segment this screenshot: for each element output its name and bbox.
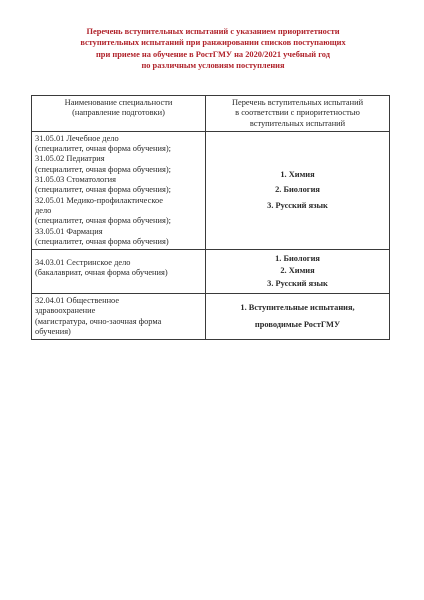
exam-item: 3. Русский язык <box>267 278 328 288</box>
title-line: вступительных испытаний при ранжировании списков поступающих <box>80 38 346 48</box>
title-line: при приеме на обучение в РостГМУ на 2020/2021 учебный год <box>95 49 330 59</box>
exam-item: 3. Русский язык <box>267 200 328 210</box>
specialty-cell: 34.03.01 Сестринское дело (бакалавриат, очная форма обучения) <box>32 250 206 294</box>
exam-item: 1. Химия <box>280 170 315 180</box>
exam-item: проводимые РостГМУ <box>254 319 341 329</box>
title-line: по различным условиям поступления <box>141 61 285 71</box>
table-header-row <box>32 96 390 132</box>
specialty-cell: 31.05.01 Лечебное дело (специалитет, очная форма обучения); 31.05.02 Педиатрия (специалитет, очная форма обучения); 31.05.03 Стоматология (специалитет, очная форма обучения); 32.05.01 Медико-профилактическое дело (специалитет, очная форма обучения); 33.05.01 Фармация (специалитет, очная форма обучения) <box>32 131 206 249</box>
table-row <box>32 294 390 340</box>
exam-item: 2. Биология <box>275 185 320 195</box>
title-line: Перечень вступительных испытаний с указанием приоритетности <box>86 27 340 36</box>
exams-cell <box>206 131 390 249</box>
table-row <box>32 131 390 249</box>
exams-table <box>31 95 390 340</box>
exam-item: 1. Биология <box>275 254 320 264</box>
exam-item: 1. Вступительные испытания, <box>240 303 355 313</box>
header-exams: Перечень вступительных испытаний в соответствии с приоритетностью вступительных испытаний <box>206 96 390 132</box>
specialty-cell: 32.04.01 Общественное здравоохранение (магистратура, очно-заочная форма обучения) <box>32 294 206 340</box>
exams-cell <box>206 294 390 340</box>
table-row <box>32 250 390 294</box>
header-specialty: Наименование специальности (направление подготовки) <box>32 96 206 132</box>
exam-item: 2. Химия <box>280 266 315 276</box>
document-title <box>30 26 396 72</box>
exams-cell <box>206 250 390 294</box>
